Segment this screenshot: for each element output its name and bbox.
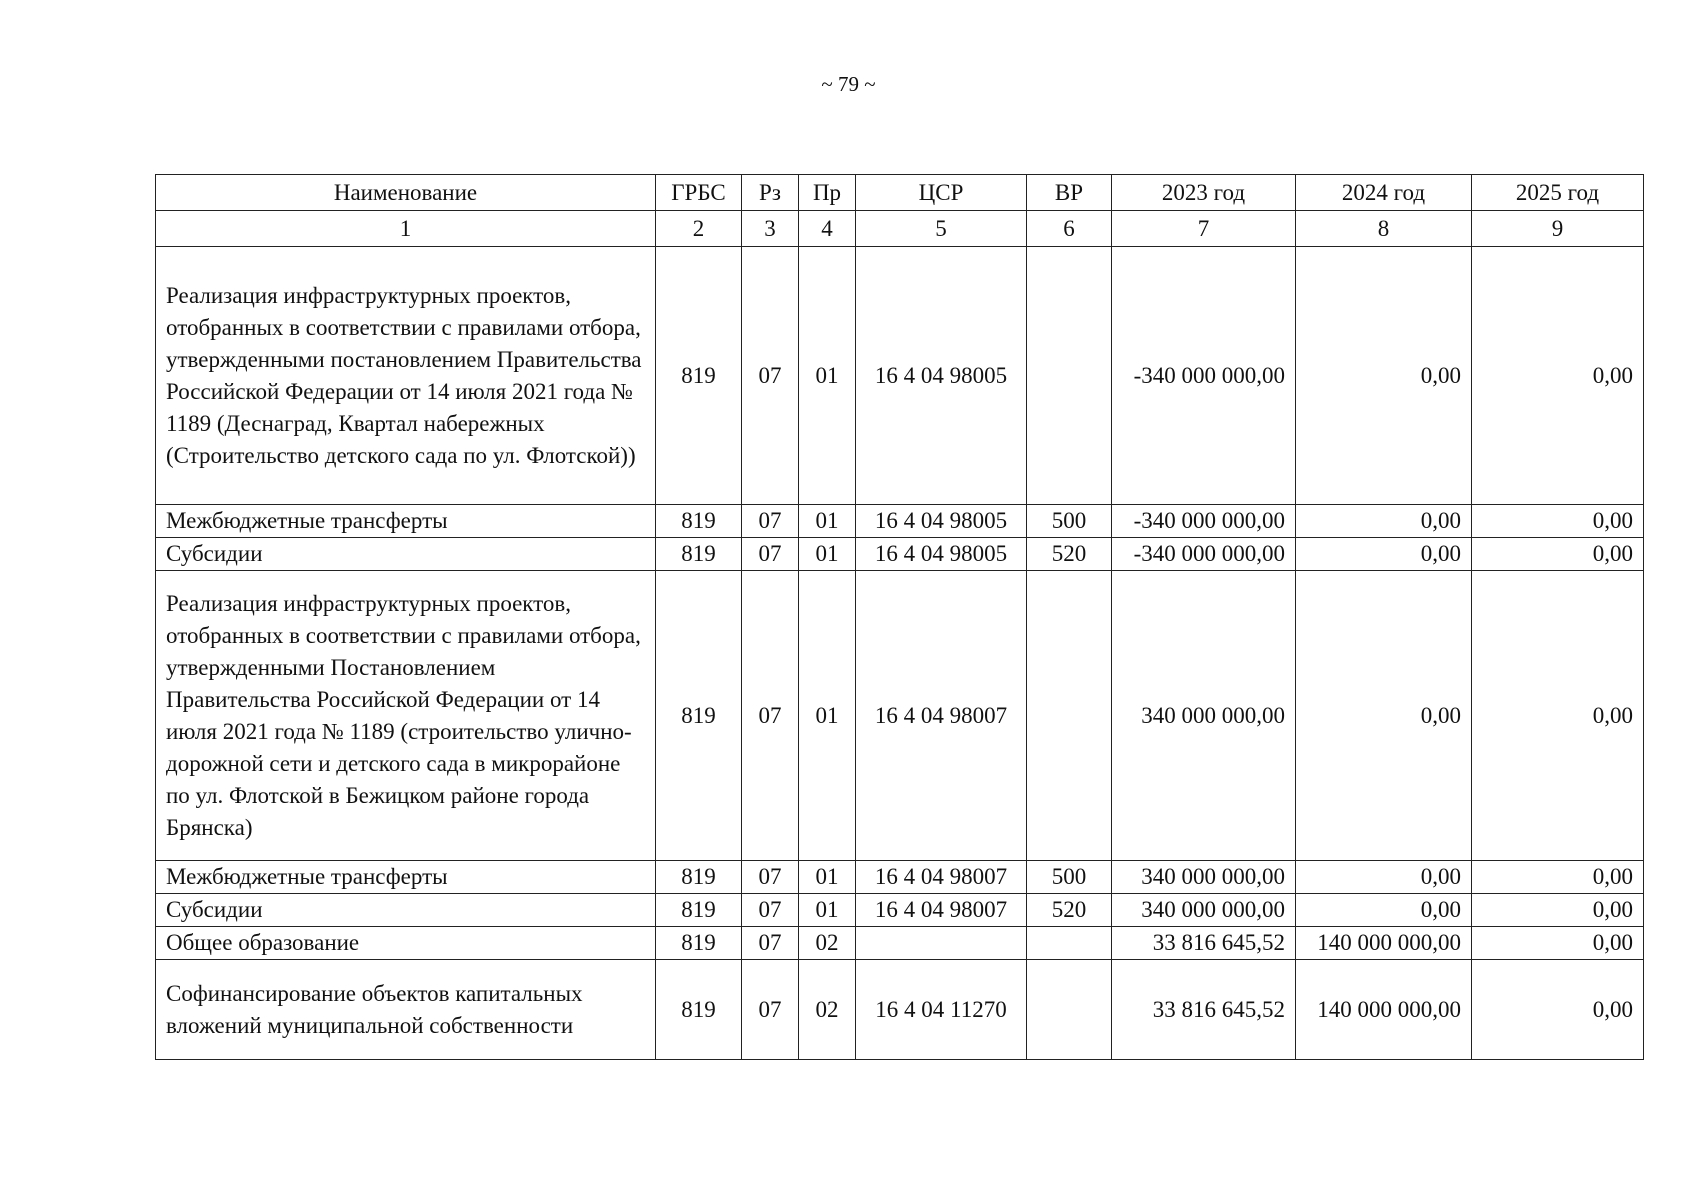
row-2024: 0,00 xyxy=(1296,538,1472,571)
table-row xyxy=(156,861,1644,894)
row-2024: 0,00 xyxy=(1296,861,1472,894)
row-pr: 01 xyxy=(799,571,856,861)
row-vr xyxy=(1027,571,1112,861)
row-2023: 340 000 000,00 xyxy=(1112,861,1296,894)
row-csr: 16 4 04 98007 xyxy=(856,571,1027,861)
row-csr: 16 4 04 98005 xyxy=(856,538,1027,571)
row-2023: -340 000 000,00 xyxy=(1112,247,1296,505)
table-row xyxy=(156,247,1644,505)
table-row xyxy=(156,571,1644,861)
column-number: 2 xyxy=(656,211,742,247)
header-csr: ЦСР xyxy=(856,175,1027,211)
row-2024: 0,00 xyxy=(1296,894,1472,927)
row-2023: -340 000 000,00 xyxy=(1112,538,1296,571)
row-rz: 07 xyxy=(742,894,799,927)
row-vr xyxy=(1027,927,1112,960)
row-vr: 500 xyxy=(1027,861,1112,894)
row-2024: 0,00 xyxy=(1296,247,1472,505)
row-rz: 07 xyxy=(742,505,799,538)
table-row xyxy=(156,927,1644,960)
row-name: Субсидии xyxy=(156,538,656,571)
row-pr: 02 xyxy=(799,960,856,1060)
row-name: Субсидии xyxy=(156,894,656,927)
column-number: 7 xyxy=(1112,211,1296,247)
row-csr: 16 4 04 98005 xyxy=(856,505,1027,538)
row-2025: 0,00 xyxy=(1472,247,1644,505)
row-rz: 07 xyxy=(742,861,799,894)
row-pr: 01 xyxy=(799,894,856,927)
table-row xyxy=(156,505,1644,538)
header-name: Наименование xyxy=(156,175,656,211)
row-vr: 520 xyxy=(1027,894,1112,927)
row-csr xyxy=(856,927,1027,960)
header-row xyxy=(156,175,1644,211)
row-rz: 07 xyxy=(742,571,799,861)
row-grbs: 819 xyxy=(656,247,742,505)
column-number: 9 xyxy=(1472,211,1644,247)
row-grbs: 819 xyxy=(656,505,742,538)
row-2025: 0,00 xyxy=(1472,960,1644,1060)
row-grbs: 819 xyxy=(656,894,742,927)
row-name: Реализация инфраструктурных проектов, отобранных в соответствии с правилами отбора, утвержденными постановлением Правительства Российской Федерации от 14 июля 2021 года № 1189 (Деснаград, Квартал набережных (Строительство детского сада по ул. Флотской)) xyxy=(156,247,656,505)
row-pr: 01 xyxy=(799,538,856,571)
row-vr xyxy=(1027,247,1112,505)
row-grbs: 819 xyxy=(656,960,742,1060)
row-2025: 0,00 xyxy=(1472,894,1644,927)
row-pr: 01 xyxy=(799,247,856,505)
row-2025: 0,00 xyxy=(1472,571,1644,861)
row-2025: 0,00 xyxy=(1472,505,1644,538)
row-grbs: 819 xyxy=(656,861,742,894)
column-number: 6 xyxy=(1027,211,1112,247)
column-number-row xyxy=(156,211,1644,247)
row-2023: 340 000 000,00 xyxy=(1112,894,1296,927)
header-2023: 2023 год xyxy=(1112,175,1296,211)
row-vr: 500 xyxy=(1027,505,1112,538)
row-rz: 07 xyxy=(742,927,799,960)
row-2024: 0,00 xyxy=(1296,571,1472,861)
row-2025: 0,00 xyxy=(1472,538,1644,571)
page-number: ~ 79 ~ xyxy=(821,72,876,96)
row-2023: 33 816 645,52 xyxy=(1112,927,1296,960)
row-name: Реализация инфраструктурных проектов, отобранных в соответствии с правилами отбора, утвержденными Постановлением Правительства Российской Федерации от 14 июля 2021 года № 1189 (строительство улично-дорожной сети и детского сада в микрорайоне по ул. Флотской в Бежицком районе города Брянска) xyxy=(156,571,656,861)
row-csr: 16 4 04 98005 xyxy=(856,247,1027,505)
row-2023: 33 816 645,52 xyxy=(1112,960,1296,1060)
row-name: Межбюджетные трансферты xyxy=(156,861,656,894)
row-grbs: 819 xyxy=(656,538,742,571)
row-2023: -340 000 000,00 xyxy=(1112,505,1296,538)
column-number: 5 xyxy=(856,211,1027,247)
row-vr xyxy=(1027,960,1112,1060)
row-2024: 140 000 000,00 xyxy=(1296,960,1472,1060)
row-rz: 07 xyxy=(742,538,799,571)
row-csr: 16 4 04 98007 xyxy=(856,861,1027,894)
header-2025: 2025 год xyxy=(1472,175,1644,211)
table-row xyxy=(156,960,1644,1060)
row-2025: 0,00 xyxy=(1472,861,1644,894)
column-number: 4 xyxy=(799,211,856,247)
table-row xyxy=(156,894,1644,927)
row-vr: 520 xyxy=(1027,538,1112,571)
budget-table xyxy=(155,174,1644,1060)
header-pr: Пр xyxy=(799,175,856,211)
row-2025: 0,00 xyxy=(1472,927,1644,960)
table-row xyxy=(156,538,1644,571)
row-rz: 07 xyxy=(742,247,799,505)
row-name: Софинансирование объектов капитальных вложений муниципальной собственности xyxy=(156,960,656,1060)
header-vr: ВР xyxy=(1027,175,1112,211)
header-grbs: ГРБС xyxy=(656,175,742,211)
row-name: Межбюджетные трансферты xyxy=(156,505,656,538)
row-2024: 140 000 000,00 xyxy=(1296,927,1472,960)
row-2024: 0,00 xyxy=(1296,505,1472,538)
header-rz: Рз xyxy=(742,175,799,211)
row-rz: 07 xyxy=(742,960,799,1060)
row-csr: 16 4 04 11270 xyxy=(856,960,1027,1060)
row-csr: 16 4 04 98007 xyxy=(856,894,1027,927)
row-pr: 01 xyxy=(799,861,856,894)
column-number: 1 xyxy=(156,211,656,247)
row-name: Общее образование xyxy=(156,927,656,960)
row-grbs: 819 xyxy=(656,927,742,960)
row-grbs: 819 xyxy=(656,571,742,861)
column-number: 8 xyxy=(1296,211,1472,247)
row-2023: 340 000 000,00 xyxy=(1112,571,1296,861)
column-number: 3 xyxy=(742,211,799,247)
row-pr: 02 xyxy=(799,927,856,960)
header-2024: 2024 год xyxy=(1296,175,1472,211)
row-pr: 01 xyxy=(799,505,856,538)
